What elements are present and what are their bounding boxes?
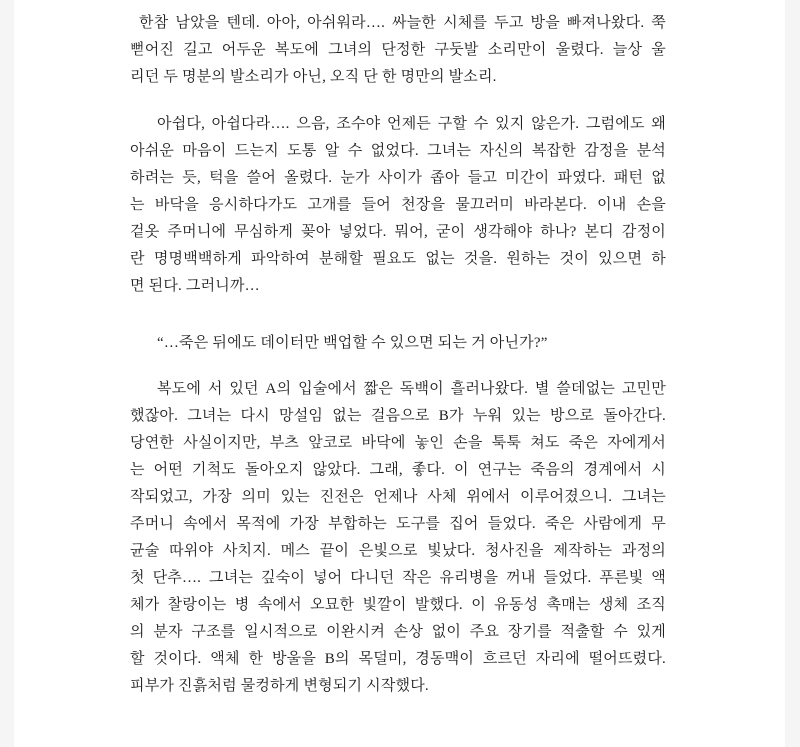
novel-text — [130, 10, 666, 700]
text-line: 복도에 서 있던 A의 입술에서 짧은 독백이 흘러나왔다. 별 쓸데없는 고민만 — [157, 381, 666, 397]
text-line: “…죽은 뒤에도 데이터만 백업할 수 있으면 되는 거 아닌가?” — [157, 335, 548, 351]
text-line: 당연한 사실이지만, 부츠 앞코로 바닥에 놓인 손을 툭툭 쳐도 죽은 자에게서 — [130, 435, 666, 451]
text-line: 아쉬운 마음이 드는지 도통 알 수 없었다. 그녀는 자신의 복잡한 감정을 분석 — [130, 143, 666, 159]
text-line: 의 분자 구조를 일시적으로 이완시켜 손상 없이 주요 장기를 적출할 수 있게 — [130, 624, 666, 640]
text-line: 리던 두 명분의 발소리가 아닌, 오직 단 한 명만의 발소리. — [130, 69, 497, 85]
text-line: 작되었고, 가장 의미 있는 진전은 언제나 사체 위에서 이루어졌으니. 그녀는 — [130, 489, 666, 505]
text-line: 란 명명백백하게 파악하여 분해할 필요도 없는 것을. 원하는 것이 있으면 하 — [130, 251, 666, 267]
paragraph — [130, 376, 666, 700]
text-line: 균술 따위야 사치지. 메스 끝이 은빛으로 빛났다. 청사진을 제작하는 과정의 — [130, 543, 666, 559]
text-line: 하려는 듯, 턱을 쓸어 올렸다. 눈가 사이가 좁아 들고 미간이 파였다. 패턴 없 — [130, 170, 666, 186]
text-line: 체가 찰랑이는 병 속에서 오묘한 빛깔이 발했다. 이 유동성 촉매는 생체 조직 — [130, 597, 666, 613]
left-margin-gutter — [0, 0, 14, 747]
reader-page-surface[interactable] — [130, 0, 666, 700]
paragraph — [130, 111, 666, 300]
text-line: 아쉽다, 아쉽다라…. 으음, 조수야 언제든 구할 수 있지 않은가. 그럼에도 왜 — [157, 116, 666, 132]
text-line: 피부가 진흙처럼 물컹하게 변형되기 시작했다. — [130, 678, 429, 694]
text-line: 할 것이다. 액체 한 방울을 B의 목덜미, 경동맥이 흐르던 자리에 떨어뜨렸다. — [130, 651, 666, 667]
text-line: 한참 남았을 텐데. 아아, 아쉬워라…. 싸늘한 시체를 두고 방을 빠져나왔다. 쭉 — [139, 15, 666, 31]
text-line: 겉옷 주머니에 무심하게 꽂아 넣었다. 뭐어, 굳이 생각해야 하나? 본디 감정이 — [130, 224, 666, 240]
paragraph — [130, 10, 666, 91]
right-margin-gutter — [785, 0, 800, 747]
text-line: 는 어떤 기척도 돌아오지 않았다. 그래, 좋다. 이 연구는 죽음의 경계에서 시 — [130, 462, 666, 478]
text-line: 주머니 속에서 목적에 가장 부합하는 도구를 집어 들었다. 죽은 사람에게 무 — [130, 516, 666, 532]
dialogue-paragraph — [130, 330, 666, 357]
text-line: 면 된다. 그러니까… — [130, 278, 260, 294]
text-line: 첫 단추…. 그녀는 깊숙이 넣어 다니던 작은 유리병을 꺼내 들었다. 푸른빛 액 — [130, 570, 666, 586]
text-line: 뻗어진 길고 어두운 복도에 그녀의 단정한 구둣발 소리만이 울렸다. 늘상 울 — [130, 42, 666, 58]
text-line: 했잖아. 그녀는 다시 망설임 없는 걸음으로 B가 누워 있는 방으로 돌아간다. — [130, 408, 666, 424]
text-line: 는 바닥을 응시하다가도 고개를 들어 천장을 물끄러미 바라본다. 이내 손을 — [130, 197, 666, 213]
